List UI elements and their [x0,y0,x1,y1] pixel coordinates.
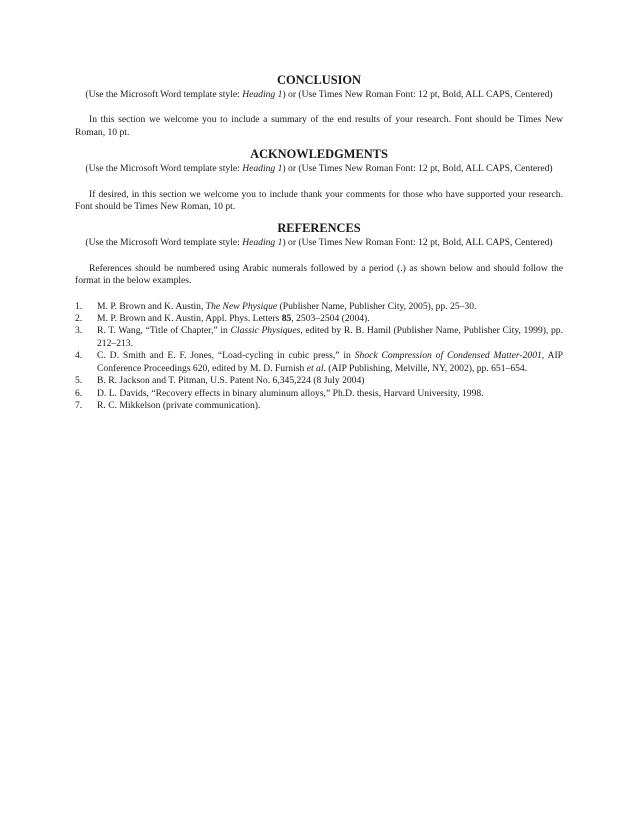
reference-book-title: Shock Compression of Condensed Matter-2001 [354,350,542,362]
reference-text: R. C. Mikkelson (private communication). [97,399,261,411]
references-style-note [75,237,563,249]
acknowledgments-style-note [75,163,563,175]
note-prefix: (Use the Microsoft Word template style: [85,89,243,100]
references-body: References should be numbered using Arabic numerals followed by a period (.) as shown below and should follow the format in the below examples. [75,262,563,287]
acknowledgments-section [75,147,563,213]
reference-text: . (AIP Publishing, Melville, NY, 2002), pp. 651–654. [323,362,528,374]
reference-text: , AIP Conference Proceedings 620, edited by M. D. Furnish [97,350,563,374]
document-page [75,73,563,412]
conclusion-heading: CONCLUSION [277,73,361,87]
note-suffix: ) or (Use Times New Roman Font: 12 pt, Bold, ALL CAPS, Centered) [282,163,553,175]
reference-volume: 85 [281,313,292,325]
conclusion-section [75,73,563,139]
reference-text: , edited by R. B. Hamil (Publisher Name, Publisher City, 1999), pp. 212–213. [97,325,563,349]
reference-text: R. T. Wang, “Title of Chapter,” in [97,325,231,337]
reference-et-al: et al [306,362,324,374]
reference-text: , 2503–2504 (2004). [291,313,370,325]
acknowledgments-body: If desired, in this section we welcome you to include thank your comments for those who have supported your research. Font should be Times New Roman, 10 pt. [75,188,563,213]
note-prefix: (Use the Microsoft Word template style: [85,163,243,175]
reference-text: M. P. Brown and K. Austin, [97,300,206,312]
note-suffix: ) or (Use Times New Roman Font: 12 pt, Bold, ALL CAPS, Centered) [282,237,553,249]
reference-number: 1. [75,300,83,312]
reference-book-title: Classic Physiques [230,325,301,337]
reference-item-1 [75,301,563,313]
note-style-name: Heading 1 [242,237,283,249]
reference-number: 5. [75,375,83,387]
note-style-name: Heading 1 [242,89,283,100]
reference-number: 3. [75,325,83,337]
reference-text: (Publisher Name, Publisher City, 2005), pp. 25–30. [277,300,477,312]
reference-item-6 [75,388,563,400]
reference-list [75,301,563,413]
note-suffix: ) or (Use Times New Roman Font: 12 pt, Bold, ALL CAPS, Centered) [282,89,553,100]
reference-item-3 [75,325,563,350]
reference-number: 7. [75,399,83,411]
reference-text: D. L. Davids, “Recovery effects in binary aluminum alloys,” Ph.D. thesis, Harvard University, 1998. [97,387,484,399]
reference-item-2 [75,313,563,325]
conclusion-style-note [75,89,563,101]
reference-item-5 [75,375,563,387]
reference-text: B. R. Jackson and T. Pitman, U.S. Patent No. 6,345,224 (8 July 2004) [97,375,365,387]
reference-item-4 [75,350,563,375]
reference-text: M. P. Brown and K. Austin, Appl. Phys. Letters [97,313,282,325]
reference-number: 2. [75,313,83,325]
conclusion-body: In this section we welcome you to include a summary of the end results of your research. Font should be Times New Roman, 10 pt. [75,114,563,138]
reference-book-title: The New Physique [205,300,278,312]
reference-item-7 [75,400,563,412]
references-heading: REFERENCES [277,221,361,236]
note-prefix: (Use the Microsoft Word template style: [85,237,243,249]
reference-text: C. D. Smith and E. F. Jones, “Load-cycling in cubic press,” in [97,350,355,362]
acknowledgments-heading: ACKNOWLEDGMENTS [250,147,388,162]
reference-number: 4. [75,350,83,362]
note-style-name: Heading 1 [242,163,283,175]
reference-number: 6. [75,387,83,399]
references-section [75,221,563,412]
